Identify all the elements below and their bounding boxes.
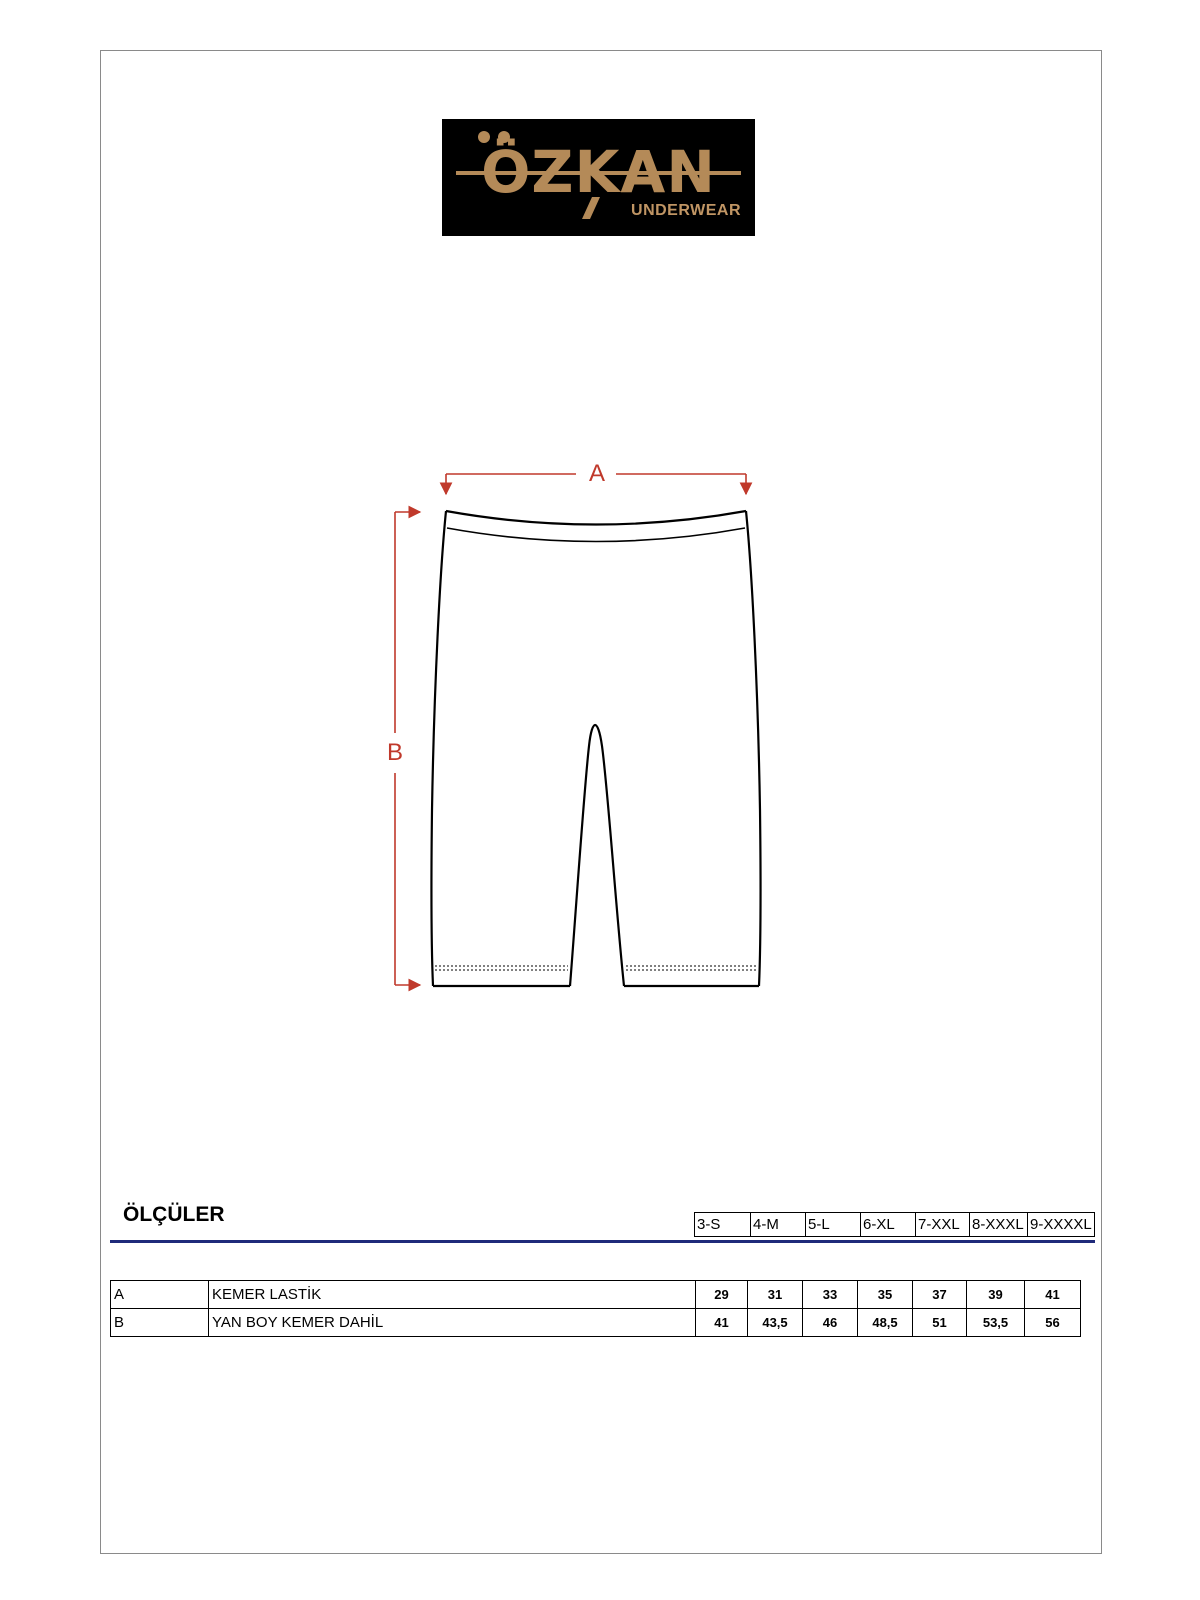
logo-brand-text: ÖZKAN: [481, 138, 716, 206]
size-header-cell: 3-S: [695, 1213, 751, 1237]
table-row: [111, 1281, 1081, 1309]
logo-sub-text: UNDERWEAR: [631, 202, 741, 219]
size-header-cell: 5-L: [806, 1213, 861, 1237]
measure-value: 43,5: [748, 1309, 803, 1337]
measure-value: 46: [803, 1309, 858, 1337]
size-header-cell: 7-XXL: [916, 1213, 970, 1237]
measure-value: 51: [913, 1309, 967, 1337]
garment-diagram: [380, 450, 780, 1010]
hem-stitching: [435, 966, 757, 970]
measure-name: YAN BOY KEMER DAHİL: [209, 1309, 696, 1337]
measure-value: 53,5: [967, 1309, 1025, 1337]
dimension-b-label: B: [387, 739, 404, 766]
measure-value: 31: [748, 1281, 803, 1309]
table-row: [111, 1309, 1081, 1337]
measure-code: B: [111, 1309, 209, 1337]
size-header-cell: 8-XXXL: [970, 1213, 1028, 1237]
size-header-row: [695, 1213, 1095, 1237]
size-header-table: [694, 1212, 1095, 1237]
measure-name: KEMER LASTİK: [209, 1281, 696, 1309]
shorts-drawing: [380, 450, 780, 1010]
title-rule: [110, 1240, 1095, 1243]
measure-value: 29: [696, 1281, 748, 1309]
measure-value: 35: [858, 1281, 913, 1309]
shorts-outline: [431, 511, 760, 986]
size-header-cell: 9-XXXXL: [1028, 1213, 1095, 1237]
measure-code: A: [111, 1281, 209, 1309]
dimension-a-label: A: [589, 460, 606, 487]
measure-value: 33: [803, 1281, 858, 1309]
measure-value: 41: [1025, 1281, 1081, 1309]
waistband-line: [447, 528, 745, 542]
measure-value: 56: [1025, 1309, 1081, 1337]
size-header-cell: 6-XL: [861, 1213, 916, 1237]
measurements-table: [110, 1280, 1081, 1337]
size-header-cell: 4-M: [751, 1213, 806, 1237]
measure-value: 48,5: [858, 1309, 913, 1337]
brand-logo: [442, 119, 755, 236]
measure-value: 41: [696, 1309, 748, 1337]
section-title: ÖLÇÜLER: [123, 1203, 225, 1226]
measure-value: 37: [913, 1281, 967, 1309]
measure-value: 39: [967, 1281, 1025, 1309]
